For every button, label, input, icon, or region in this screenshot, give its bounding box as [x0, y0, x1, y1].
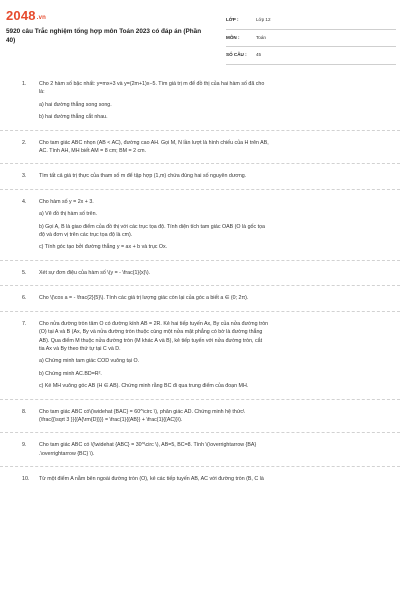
question-item [0, 475, 400, 483]
question-text-line: Cho nửa đường tròn tâm O có đường kính AB = 2R. Kẻ hai tiếp tuyến Ax, By của nửa đường tròn [39, 320, 269, 327]
question-text-line: Cho hàm số y = 2x + 3. [39, 198, 94, 205]
question-number: 7. [22, 320, 27, 327]
question-divider [0, 432, 400, 434]
question-sub-item: a) Chứng minh tam giác COD vuông tại O. [39, 358, 140, 365]
question-text-line: Cho tam giác ABC có\(\widehat {BAC} = 60^\circ \), phân giác AD. Chứng minh hệ thức\ [39, 408, 245, 415]
meta-value: 45 [256, 52, 262, 57]
question-item [0, 80, 400, 122]
meta-value: Lớp 12 [256, 17, 271, 22]
meta-row [226, 34, 396, 48]
question-divider [0, 260, 400, 262]
question-number: 6. [22, 295, 27, 302]
question-number: 3. [22, 173, 27, 180]
logo-suffix: .vn [36, 15, 47, 21]
question-item [0, 172, 400, 180]
question-text-line: tia Ax và By theo thứ tự tại C và D. [39, 345, 121, 352]
question-sub-item: a) hai đường thẳng song song. [39, 101, 112, 108]
meta-label: SỐ CÂU : [226, 52, 247, 57]
site-logo[interactable] [6, 8, 46, 23]
question-sub-item: b) hai đường thẳng cắt nhau. [39, 114, 108, 121]
question-number: 10. [22, 476, 30, 483]
question-text-line: Cho 2 hàm số bậc nhất: y=mx+3 và y=(2m+1)x−5. Tìm giá trị m để đồ thị của hai hàm số đã cho [39, 81, 265, 87]
question-text-line: Cho tam giác ABC nhọn (AB < AC), đường cao AH. Gọi M, N lần lượt là hình chiếu của H trên AB, [39, 139, 269, 146]
question-text-line: .\overrightarrow {BC} \). [39, 450, 95, 457]
question-number: 9. [22, 442, 27, 449]
question-divider [0, 130, 400, 132]
meta-value: Toán [256, 34, 266, 40]
question-list [0, 80, 400, 484]
question-text-line: là: [39, 89, 45, 96]
question-text-line: Từ một điểm A nằm bên ngoài đường tròn (O), kẻ các tiếp tuyến AB, AC với đường tròn (B, C là [39, 476, 264, 483]
question-text-line: AC. Tính AH, MH biết AM = 8 cm; BM = 2 cm. [39, 148, 147, 155]
question-item [0, 408, 400, 425]
question-divider [0, 466, 400, 468]
question-divider [0, 163, 400, 165]
question-divider [0, 189, 400, 191]
question-divider [0, 285, 400, 287]
question-text-line: Cho \(\cos a = - \frac{2}{5}\). Tính các giá trị lượng giác còn lại của góc a biết a ∈ (0; 2π). [39, 295, 249, 302]
meta-label: MÔN : [226, 34, 240, 40]
meta-row [226, 51, 396, 65]
document-meta [226, 16, 396, 69]
document-title: 5920 câu Trắc nghiệm tổng hợp môn Toán 2023 có đáp án (Phần 40) [6, 28, 202, 44]
question-text-line: Cho tam giác ABC có \(\widehat {ABC} = 30^\circ \), AB=5, BC=8. Tính \(\overrightarrow {BA} [39, 442, 257, 449]
question-number: 2. [22, 139, 27, 146]
meta-label: LỚP : [226, 17, 239, 22]
question-text-line: Tìm tất cả giá trị thực của tham số m để tập hợp (1,m) chứa đúng hai số nguyên dương. [39, 173, 247, 180]
question-item [0, 198, 400, 252]
question-sub-item: b) Chứng minh AC.BD=R². [39, 370, 102, 377]
question-item [0, 441, 400, 458]
document-header [0, 0, 400, 72]
question-sub-item: b) Gọi A, B là giao điểm của đồ thị với các trục tọa độ. Tính diện tích tam giác OAB (O là gốc tọa độ và đơn vị trên các trục tọa độ là cm). [39, 223, 265, 239]
logo-text: 2048 [6, 8, 36, 23]
question-item [0, 269, 400, 277]
question-sub-item: a) Vẽ đồ thị hàm số trên. [39, 211, 98, 218]
question-number: 8. [22, 408, 27, 415]
question-sub-item: c) Tính góc tạo bởi đường thẳng y = ax + b và trục Ox. [39, 244, 168, 251]
question-text-line: Xét sự đơn điệu của hàm số \(y = - \frac{1}{x}\). [39, 269, 151, 276]
meta-row [226, 16, 396, 30]
question-number: 1. [22, 81, 27, 87]
question-number: 4. [22, 198, 27, 205]
question-divider [0, 399, 400, 401]
question-divider [0, 311, 400, 313]
question-sub-item: c) Kẻ MH vuông góc AB (H ∈ AB). Chứng minh rằng BC đi qua trung điểm của đoạn MH. [39, 383, 249, 390]
question-text-line: AB). Qua điểm M thuộc nửa đường tròn (M khác A và B), kẻ tiếp tuyến với nửa đường tròn, cắt [39, 337, 263, 344]
question-text-line: (\frac{{\sqrt 3 }}{{A{\rm{D}}}} = \frac{1}{{AB}} + \frac{1}{{AC}}\). [39, 416, 183, 423]
question-item [0, 139, 400, 156]
question-item [0, 294, 400, 302]
question-text-line: (O) tại A và B (Ax, By và nửa đường tròn thuộc cùng một nửa mặt phẳng có bờ là đường thẳng [39, 329, 263, 336]
question-number: 5. [22, 269, 27, 276]
question-item [0, 320, 400, 391]
